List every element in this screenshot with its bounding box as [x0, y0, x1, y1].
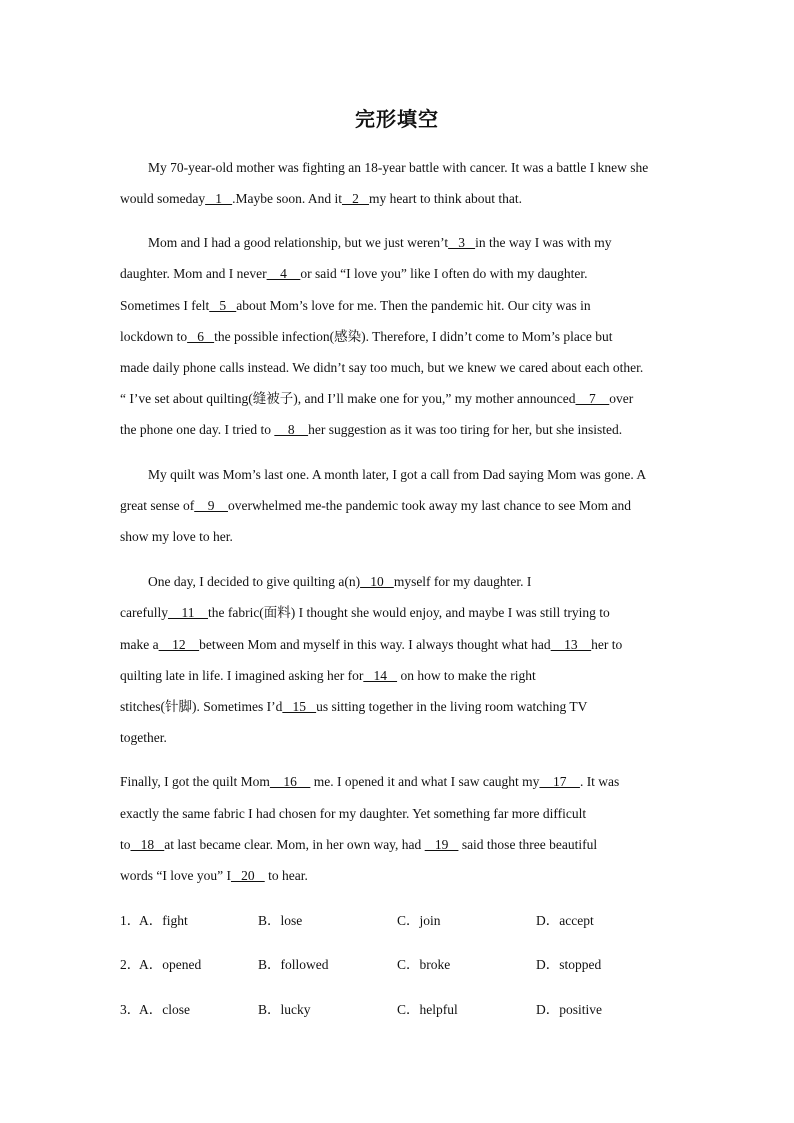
passage-line: daughter. Mom and I never 4 or said “I love you” like I often do with my daughter.: [120, 266, 588, 281]
option-a: A．opened: [139, 957, 202, 972]
option-c: C．helpful: [397, 1002, 458, 1017]
blank-number: 4: [266, 266, 301, 281]
blank-number: 5: [209, 298, 237, 313]
passage-line: words “I love you” I 20 to hear.: [120, 868, 308, 883]
passage-line: to 18 at last became clear. Mom, in her own way, had 19 said those three beautiful: [120, 837, 598, 852]
passage-line: made daily phone calls instead. We didn’t say too much, but we knew we cared about each other.: [120, 360, 644, 375]
passage-line: great sense of 9 overwhelmed me-the pandemic took away my last chance to see Mom and: [120, 498, 631, 513]
blank-number: 15: [282, 699, 317, 714]
passage-line: the phone one day. I tried to 8 her suggestion as it was too tiring for her, but she insisted.: [120, 422, 623, 437]
question-number: 3．: [120, 1002, 141, 1017]
option-b: B．lucky: [258, 1002, 311, 1017]
option-d: D．stopped: [536, 957, 602, 972]
blank-number: 12: [158, 637, 200, 652]
passage-line: “ I’ve set about quilting(缝被子), and I’ll make one for you,” my mother announced 7 over: [120, 391, 634, 406]
blank-number: 7: [575, 391, 610, 406]
blank-number: 2: [342, 191, 369, 206]
passage-line: together.: [120, 730, 167, 745]
question-number: 1．: [120, 913, 141, 928]
option-a: A．close: [139, 1002, 190, 1017]
passage-line: Sometimes I felt 5 about Mom’s love for me. Then the pandemic hit. Our city was in: [120, 298, 591, 313]
option-d: D．positive: [536, 1002, 602, 1017]
option-c: C．join: [397, 913, 441, 928]
passage-line: Mom and I had a good relationship, but we just weren’t 3 in the way I was with my: [148, 235, 612, 250]
question-number: 2．: [120, 957, 141, 972]
blank-number: 17: [539, 774, 580, 789]
blank-number: 10: [360, 574, 394, 589]
passage-line: show my love to her.: [120, 529, 233, 544]
passage-line: My 70-year-old mother was fighting an 18-year battle with cancer. It was a battle I knew she: [148, 160, 649, 175]
passage-line: make a 12 between Mom and myself in this way. I always thought what had 13 her to: [120, 637, 623, 652]
blank-number: 9: [194, 498, 228, 513]
blank-number: 1: [205, 191, 233, 206]
page-title: 完形填空: [355, 109, 439, 131]
option-a: A．fight: [139, 913, 188, 928]
passage-line: carefully 11 the fabric(面料) I thought she would enjoy, and maybe I was still trying to: [120, 605, 610, 620]
blank-number: 13: [550, 637, 592, 652]
passage-line: Finally, I got the quilt Mom 16 me. I opened it and what I saw caught my 17 . It was: [120, 774, 620, 789]
blank-number: 20: [230, 868, 265, 883]
passage-line: would someday 1 .Maybe soon. And it 2 my heart to think about that.: [120, 191, 522, 206]
blank-number: 14: [363, 668, 398, 683]
option-b: B．followed: [258, 957, 329, 972]
passage-line: exactly the same fabric I had chosen for my daughter. Yet something far more difficult: [120, 806, 587, 821]
passage-line: My quilt was Mom’s last one. A month later, I got a call from Dad saying Mom was gone. A: [148, 467, 647, 482]
option-c: C．broke: [397, 957, 451, 972]
option-d: D．accept: [536, 913, 594, 928]
blank-number: 6: [187, 329, 215, 344]
passage-line: stitches(针脚). Sometimes I’d 15 us sitting together in the living room watching TV: [120, 699, 588, 714]
blank-number: 16: [269, 774, 311, 789]
passage-line: One day, I decided to give quilting a(n) 10 myself for my daughter. I: [148, 574, 532, 589]
blank-number: 11: [167, 605, 208, 620]
blank-number: 18: [130, 837, 165, 852]
passage-line: quilting late in life. I imagined asking her for 14 on how to make the right: [120, 668, 536, 683]
blank-number: 19: [424, 837, 459, 852]
passage-line: lockdown to 6 the possible infection(感染). Therefore, I didn’t come to Mom’s place but: [120, 329, 613, 344]
blank-number: 3: [448, 235, 476, 250]
option-b: B．lose: [258, 913, 303, 928]
blank-number: 8: [274, 422, 309, 437]
